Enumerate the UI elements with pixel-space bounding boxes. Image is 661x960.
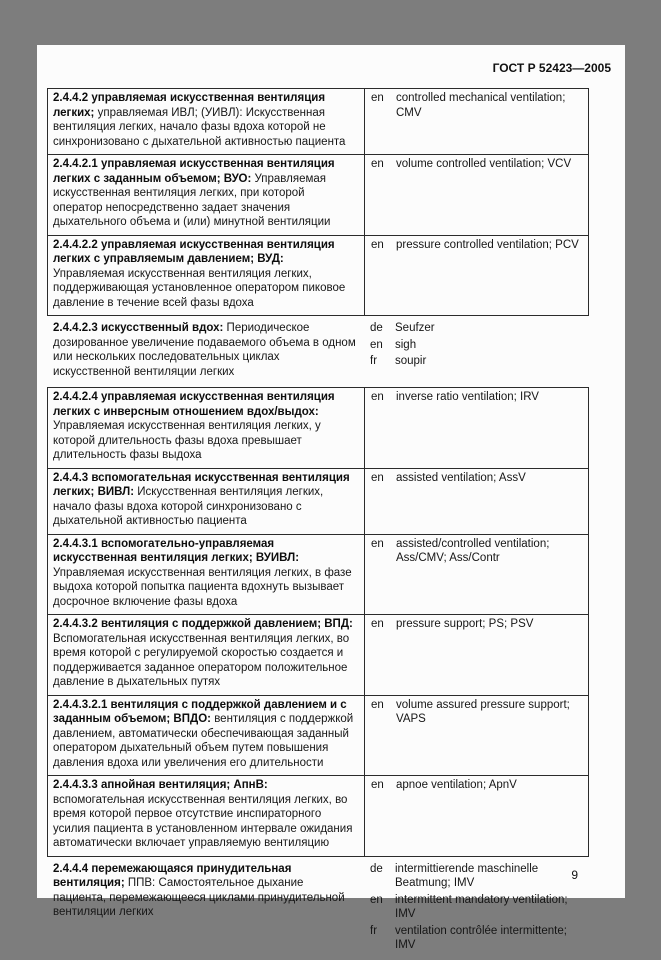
translation-line — [364, 893, 586, 922]
term-row — [48, 860, 588, 960]
term-cell — [48, 535, 364, 615]
translation-text: assisted/controlled ventilation; Ass/CMV; Ass/Contr — [396, 537, 550, 564]
term-label: 2.4.4.2.4 управляемая искусственная вентиляция легких с инверсным отношением вдох/выдох: — [53, 391, 335, 418]
translations-cell — [364, 696, 588, 776]
lang-code: de — [370, 862, 383, 875]
term-label: 2.4.4.3.1 вспомогательно-управляемая искусственная вентиляция легких; ВУИВЛ: — [53, 537, 300, 564]
translations-cell — [364, 236, 588, 316]
translation-line — [365, 238, 586, 253]
translations-cell — [364, 860, 588, 960]
term-row — [48, 388, 588, 468]
translations-cell — [364, 469, 588, 534]
term-definition: Вспомогательная искусственная вентиляция легких, во время которой с регулируемой скоростью создается и поддерживается заданное оператором положительное давление в дыхательных путях — [53, 632, 350, 688]
term-row — [48, 695, 588, 776]
document-header: ГОСТ Р 52423—2005 — [492, 61, 611, 75]
term-row — [48, 534, 588, 615]
term-definition: управляемая ИВЛ; (УИВЛ): Искусственная вентиляция легких, начало фазы вдоха которой не синхронизовано с дыхательной активностью пациента — [53, 106, 346, 148]
lang-code: en — [371, 537, 384, 550]
translations-cell — [364, 89, 588, 154]
term-cell — [48, 776, 364, 856]
term-cell — [48, 388, 364, 468]
translation-line — [365, 698, 586, 727]
term-row — [48, 235, 588, 316]
term-row — [48, 154, 588, 235]
document-page — [37, 45, 625, 951]
term-definition: Периодическое дозированное увеличение подаваемого объема в одном или нескольких последовательных циклах искусственной вентиляции легких — [53, 322, 356, 378]
lang-code: en — [371, 779, 384, 791]
term-group-box-1 — [47, 88, 589, 316]
term-label: 2.4.4.2.3 искусственный вдох: — [53, 322, 224, 334]
term-cell — [48, 860, 364, 960]
page-number: 9 — [571, 868, 578, 882]
translations-cell — [364, 776, 588, 856]
translation-text: soupir — [395, 355, 427, 367]
lang-code: de — [370, 322, 383, 334]
translations-cell — [364, 319, 588, 384]
term-definition: вспомогательная искусственная вентиляция легких, во время которой первое отсутствие инспираторного усилия пациента в установленном интервале ожидания автоматически включает управляемую вентиляцию — [53, 793, 353, 849]
translations-cell — [364, 615, 588, 695]
term-definition: ППВ: Самостоятельное дыхание пациента, перемежающееся циклами принудительной вентиляции легких — [53, 877, 345, 918]
translation-line — [364, 862, 586, 891]
term-label: 2.4.4.2.2 управляемая искусственная вентиляция легких с управляемым давлением; ВУД: — [53, 238, 335, 265]
translation-line — [364, 338, 586, 353]
term-row — [48, 468, 588, 534]
lang-code: en — [370, 893, 383, 906]
term-label: 2.4.4.4 перемежающаяся принудительная вентиляция; — [53, 862, 292, 889]
term-label: 2.4.4.2 управляемая искусственная вентиляция легких; — [53, 92, 326, 119]
term-label: 2.4.4.3 вспомогательная искусственная вентиляция легких; ВИВЛ: — [53, 471, 350, 498]
term-cell — [48, 236, 364, 316]
lang-code: en — [371, 391, 384, 403]
lang-code: en — [371, 238, 384, 251]
term-definition: Искусственная вентиляция легких, начало фазы вдоха которой синхронизовано с дыхательной активностью пациента — [53, 486, 324, 527]
term-cell — [48, 615, 364, 695]
translation-line — [365, 471, 586, 486]
translation-line — [365, 91, 586, 120]
term-label: 2.4.4.2.1 управляемая искусственная вентиляция легких с заданным объемом; ВУО: — [53, 158, 335, 185]
translation-text: pressure support; PS; PSV — [396, 618, 534, 630]
translation-line — [365, 157, 586, 172]
term-definition: Управляемая искусственная вентиляция легких, в фазе выдоха которой попытка пациента вдохнуть вызывает досрочное включение фазы вдоха — [53, 566, 352, 608]
term-label: 2.4.4.3.3 апнойная вентиляция; АпнВ: — [53, 779, 268, 791]
terminology-table — [47, 88, 589, 960]
translation-text: intermittierende maschinelle Beatmung; IMV — [395, 862, 539, 889]
translation-text: inverse ratio ventilation; IRV — [396, 391, 539, 403]
translation-text: ventilation contrôlée intermittente; IMV — [395, 924, 567, 951]
translation-line — [365, 778, 586, 793]
lang-code: fr — [370, 355, 378, 367]
term-row — [48, 614, 588, 695]
translations-cell — [364, 155, 588, 235]
term-label: 2.4.4.3.2 вентиляция с поддержкой давлением; ВПД: — [53, 618, 353, 630]
term-row — [48, 89, 588, 154]
translation-text: assisted ventilation; AssV — [396, 471, 526, 484]
term-group-box-2 — [47, 387, 589, 857]
term-cell — [48, 469, 364, 534]
translation-line — [365, 617, 586, 632]
translation-text: apnoe ventilation; ApnV — [396, 779, 517, 791]
lang-code: en — [371, 471, 384, 484]
term-row — [48, 775, 588, 856]
term-cell — [48, 89, 364, 154]
term-definition: вентиляция с поддержкой давлением, автоматически обеспечивающая заданный оператором дыхательный объем путем повышения давления вдоха или увеличения его длительности — [53, 713, 354, 769]
term-cell — [48, 155, 364, 235]
translations-cell — [364, 535, 588, 615]
term-definition: Управляемая искусственная вентиляция легких, при которой оператор непосредственно задает значения дыхательного объема и (или) минутной вентиляции — [53, 172, 331, 228]
translation-text: volume assured pressure support; VAPS — [396, 698, 570, 725]
term-cell — [48, 319, 364, 384]
translation-line — [365, 537, 586, 566]
translation-line — [364, 321, 586, 336]
translation-text: volume controlled ventilation; VCV — [396, 158, 572, 170]
term-definition: Управляемая искусственная вентиляция легких, у которой длительность фазы вдоха превышает длительность фазы выдоха — [53, 420, 321, 461]
lang-code: fr — [370, 924, 378, 937]
term-row — [48, 319, 588, 384]
translation-line — [364, 354, 586, 369]
translation-line — [364, 924, 586, 953]
lang-code: en — [371, 618, 384, 630]
term-definition: Управляемая искусственная вентиляция легких, поддерживающая установленное оператором пиковое давление в течение всей фазы вдоха — [53, 267, 346, 309]
term-cell — [48, 696, 364, 776]
lang-code: en — [370, 338, 383, 351]
translation-text: controlled mechanical ventilation; CMV — [396, 92, 566, 119]
lang-code: en — [371, 698, 384, 711]
translation-text: sigh — [395, 338, 417, 351]
translations-cell — [364, 388, 588, 468]
translation-text: Seufzer — [395, 322, 435, 334]
term-label: 2.4.4.3.2.1 вентиляция с поддержкой давлением и с заданным объемом; ВПДО: — [53, 698, 347, 725]
translation-text: pressure controlled ventilation; PCV — [396, 238, 579, 251]
translation-text: intermittent mandatory ventilation; IMV — [395, 893, 568, 920]
lang-code: en — [371, 92, 384, 104]
lang-code: en — [371, 158, 384, 170]
translation-line — [365, 390, 586, 405]
